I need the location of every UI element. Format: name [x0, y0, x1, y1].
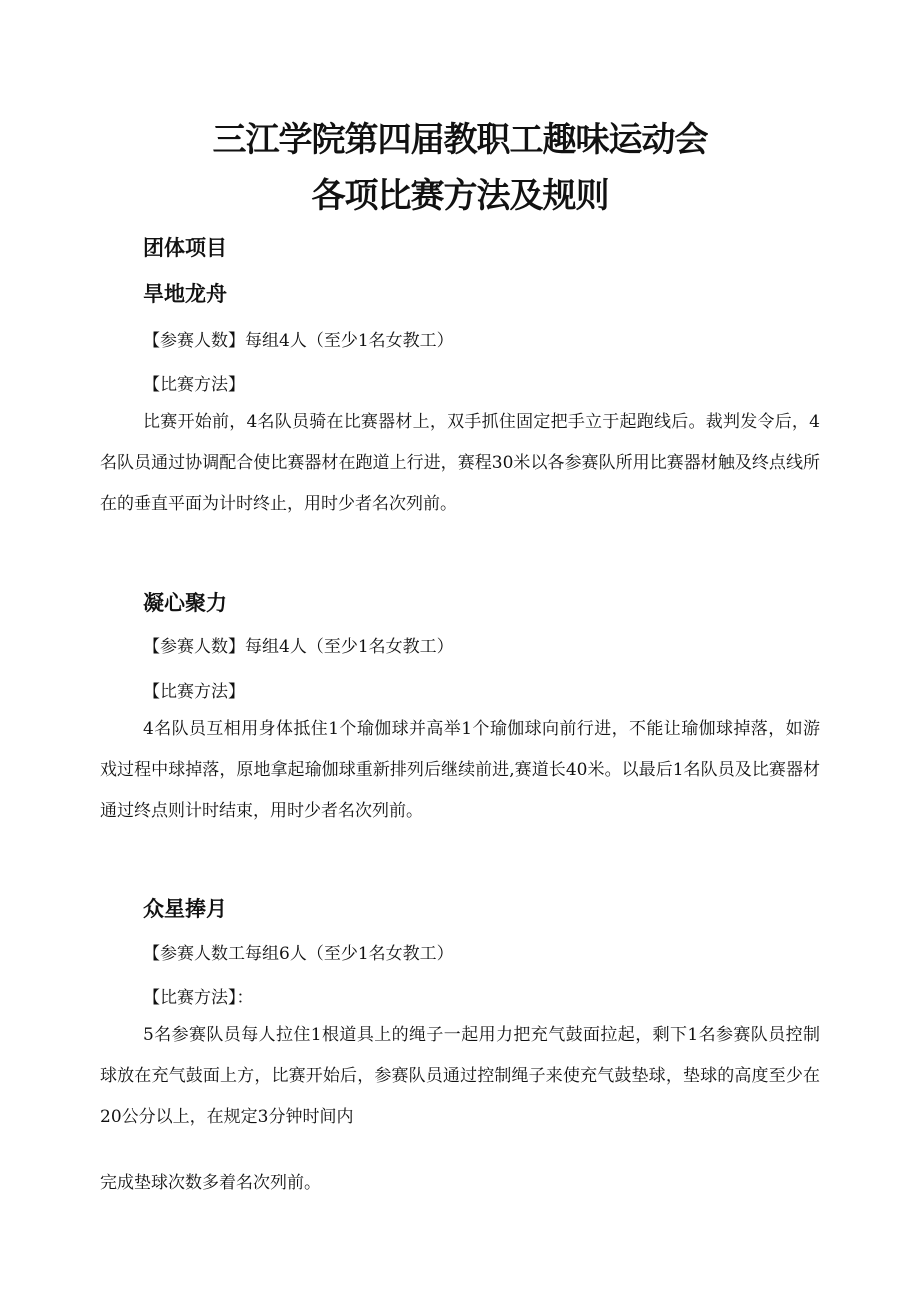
event-method-label: 【比赛方法】：	[143, 988, 254, 1008]
event-heading-dragon-boat: 旱地龙舟	[143, 282, 227, 306]
event-participants: 【参赛人数】每组4人（至少1名女教工）	[143, 637, 454, 657]
event-heading-teamwork: 凝心聚力	[143, 591, 227, 615]
event-heading-stars-moon: 众星捧月	[143, 897, 227, 921]
event-description: 比赛开始前，4名队员骑在比赛器材上，双手抓住固定把手立于起跑线后。裁判发令后，4名队员通过协调配合使比赛器材在跑道上行进，赛程30米以各参赛队所用比赛器材触及终点线所在的垂直平面为计时终止，用时少者名次列前。	[100, 412, 820, 514]
category-heading: 团体项目	[143, 236, 227, 260]
event-description-continuation: 完成垫球次数多着名次列前。	[100, 1173, 321, 1193]
event-description: 4名队员互相用身体抵住1个瑜伽球并高举1个瑜伽球向前行进，不能让瑜伽球掉落，如游戏过程中球掉落，原地拿起瑜伽球重新排列后继续前进,赛道长40米。以最后1名队员及比赛器材通过终点则计时结束，用时少者名次列前。	[100, 719, 820, 821]
event-description: 5名参赛队员每人拉住1根道具上的绳子一起用力把充气鼓面拉起，剩下1名参赛队员控制球放在充气鼓面上方，比赛开始后，参赛队员通过控制绳子来使充气鼓垫球，垫球的高度至少在20公分以上，在规定3分钟时间内	[100, 1025, 820, 1127]
event-participants: 【参赛人数工每组6人（至少1名女教工）	[143, 944, 454, 964]
event-participants: 【参赛人数】每组4人（至少1名女教工）	[143, 331, 454, 351]
event-method-label: 【比赛方法】	[143, 682, 245, 702]
document-title-line-2: 各项比赛方法及规则	[311, 176, 609, 216]
event-method-label: 【比赛方法】	[143, 375, 245, 395]
document-title-line-1: 三江学院第四届教职工趣味运动会	[212, 120, 708, 160]
